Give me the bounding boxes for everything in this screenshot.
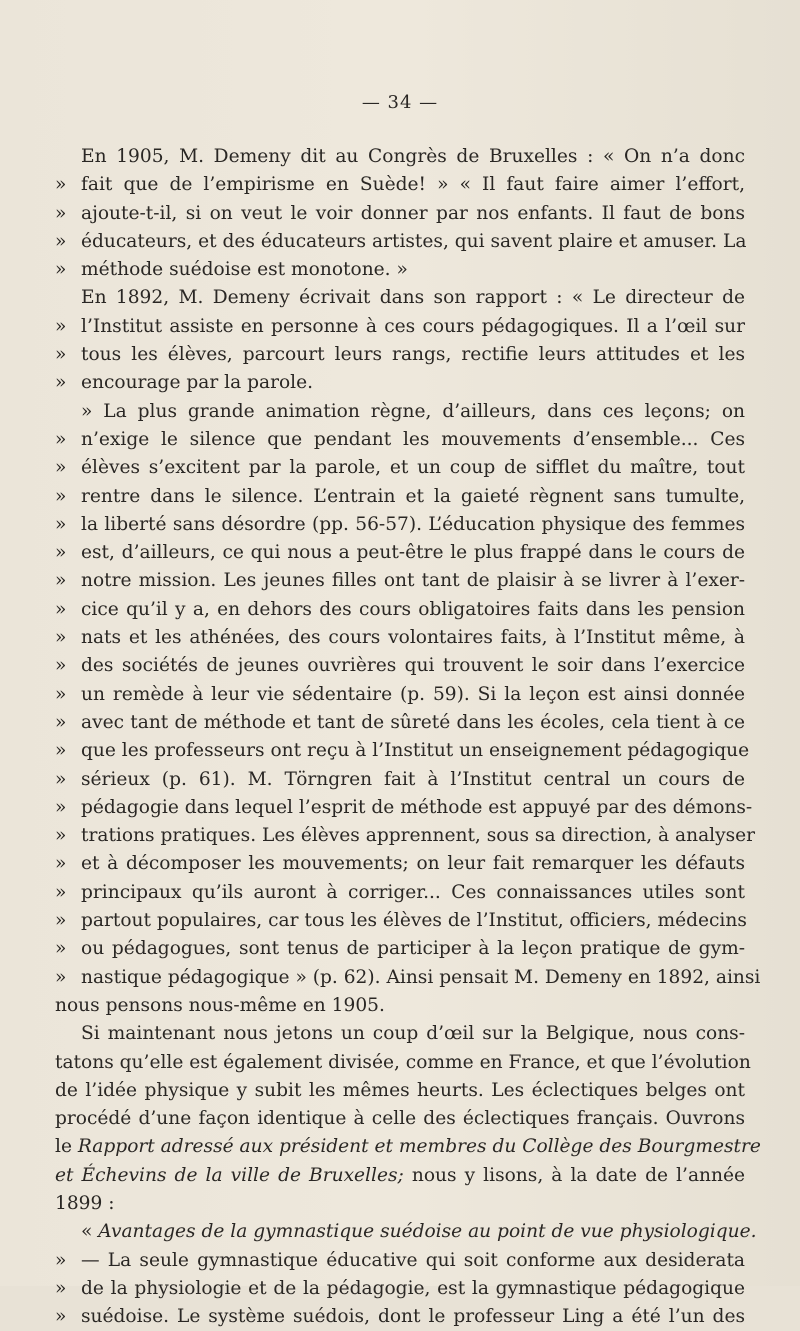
text-line: » partout populaires, car tous les élèves de l’Institut, officiers, médecins [55, 907, 745, 935]
text-line: » éducateurs, et des éducateurs artistes, qui savent plaire et amuser. La [55, 228, 745, 256]
text-line: » ou pédagogues, sont tenus de participer à la leçon pratique de gym- [55, 935, 745, 963]
text-line [55, 1133, 761, 1161]
text-line: » est, d’ailleurs, ce qui nous a peut-être le plus frappé dans le cours de [55, 539, 745, 567]
page-number: — 34 — [361, 92, 439, 113]
italic-span: Avantages de la gymnastique suédoise au point de vue physiologique. [98, 1221, 757, 1243]
text-line: de l’idée physique y subit les mêmes heurts. Les éclectiques belges ont [55, 1079, 745, 1101]
text-line: » tous les élèves, parcourt leurs rangs, rectifie leurs attitudes et les [55, 341, 745, 369]
text-line: » principaux qu’ils auront à corriger... Ces connaissances utiles sont [55, 879, 745, 907]
text-line: » des sociétés de jeunes ouvrières qui trouvent le soir dans l’exercice [55, 652, 745, 680]
text-line: » rentre dans le silence. L’entrain et la gaieté règnent sans tumulte, [55, 483, 745, 511]
text-span: le [55, 1136, 78, 1158]
text-line [55, 1218, 757, 1246]
text-line: » nats et les athénées, des cours volontaires faits, à l’Institut même, à [55, 624, 745, 652]
text-line: En 1905, M. Demeny dit au Congrès de Bruxelles : « On n’a donc [81, 146, 745, 167]
text-line [55, 1162, 745, 1190]
text-line: » l’Institut assiste en personne à ces cours pédagogiques. Il a l’œil sur [55, 313, 745, 341]
text-line: » n’exige le silence que pendant les mouvements d’ensemble... Ces [55, 426, 745, 454]
text-line: » élèves s’excitent par la parole, et un coup de sifflet du maître, tout [55, 454, 745, 482]
text-line: » fait que de l’empirisme en Suède! » « Il faut faire aimer l’effort, [55, 171, 745, 199]
italic-span: Rapport adressé aux président et membres du Collège des Bourgmestre [77, 1136, 761, 1158]
text-line: » — La seule gymnastique éducative qui soit conforme aux desiderata [55, 1247, 745, 1275]
text-line: » La plus grande animation règne, d’ailleurs, dans ces leçons; on [81, 400, 745, 422]
text-line: En 1892, M. Demeny écrivait dans son rapport : « Le directeur de [81, 287, 745, 309]
text-line: » que les professeurs ont reçu à l’Institut un enseignement pédagogique [55, 737, 745, 765]
text-line: tatons qu’elle est également divisée, comme en France, et que l’évolution [55, 1051, 751, 1073]
text-line: » la liberté sans désordre (pp. 56-57). L’éducation physique des femmes [55, 511, 745, 539]
text-line: » trations pratiques. Les élèves apprennent, sous sa direction, à analyser [55, 822, 745, 850]
text-line: » un remède à leur vie sédentaire (p. 59). Si la leçon est ainsi donnée [55, 681, 745, 709]
text-line: » sérieux (p. 61). M. Törngren fait à l’Institut central un cours de [55, 766, 745, 794]
text-span: nous y lisons, à la date de l’année [403, 1164, 745, 1186]
text-line: » pédagogie dans lequel l’esprit de méthode est appuyé par des démons- [55, 794, 745, 822]
text-line: » cice qu’il y a, en dehors des cours obligatoires faits dans les pension [55, 596, 745, 624]
text-line: » avec tant de méthode et tant de sûreté dans les écoles, cela tient à ce [55, 709, 745, 737]
text-line: » méthode suédoise est monotone. » [55, 256, 745, 284]
text-line: nous pensons nous-même en 1905. [55, 994, 385, 1016]
text-line: » ajoute-t-il, si on veut le voir donner par nos enfants. Il faut de bons [55, 200, 745, 228]
text-line: » et à décomposer les mouvements; on leur fait remarquer les défauts [55, 850, 745, 878]
text-line: » nastique pédagogique » (p. 62). Ainsi pensait M. Demeny en 1892, ainsi [55, 964, 745, 992]
text-line: » notre mission. Les jeunes filles ont tant de plaisir à se livrer à l’exer- [55, 567, 745, 595]
body-text [55, 143, 761, 1331]
italic-span: et Échevins de la ville de Bruxelles; [55, 1164, 404, 1186]
text-line: 1899 : [55, 1192, 115, 1214]
text-line: » encourage par la parole. [55, 369, 745, 397]
text-line: Si maintenant nous jetons un coup d’œil sur la Belgique, nous cons- [81, 1023, 745, 1045]
text-line: » de la physiologie et de la pédagogie, est la gymnastique pédagogique [55, 1275, 745, 1303]
text-span: « [81, 1221, 99, 1243]
text-line: » suédoise. Le système suédois, dont le professeur Ling a été l’un des [55, 1303, 745, 1331]
text-line: procédé d’une façon identique à celle des éclectiques français. Ouvrons [55, 1108, 745, 1130]
